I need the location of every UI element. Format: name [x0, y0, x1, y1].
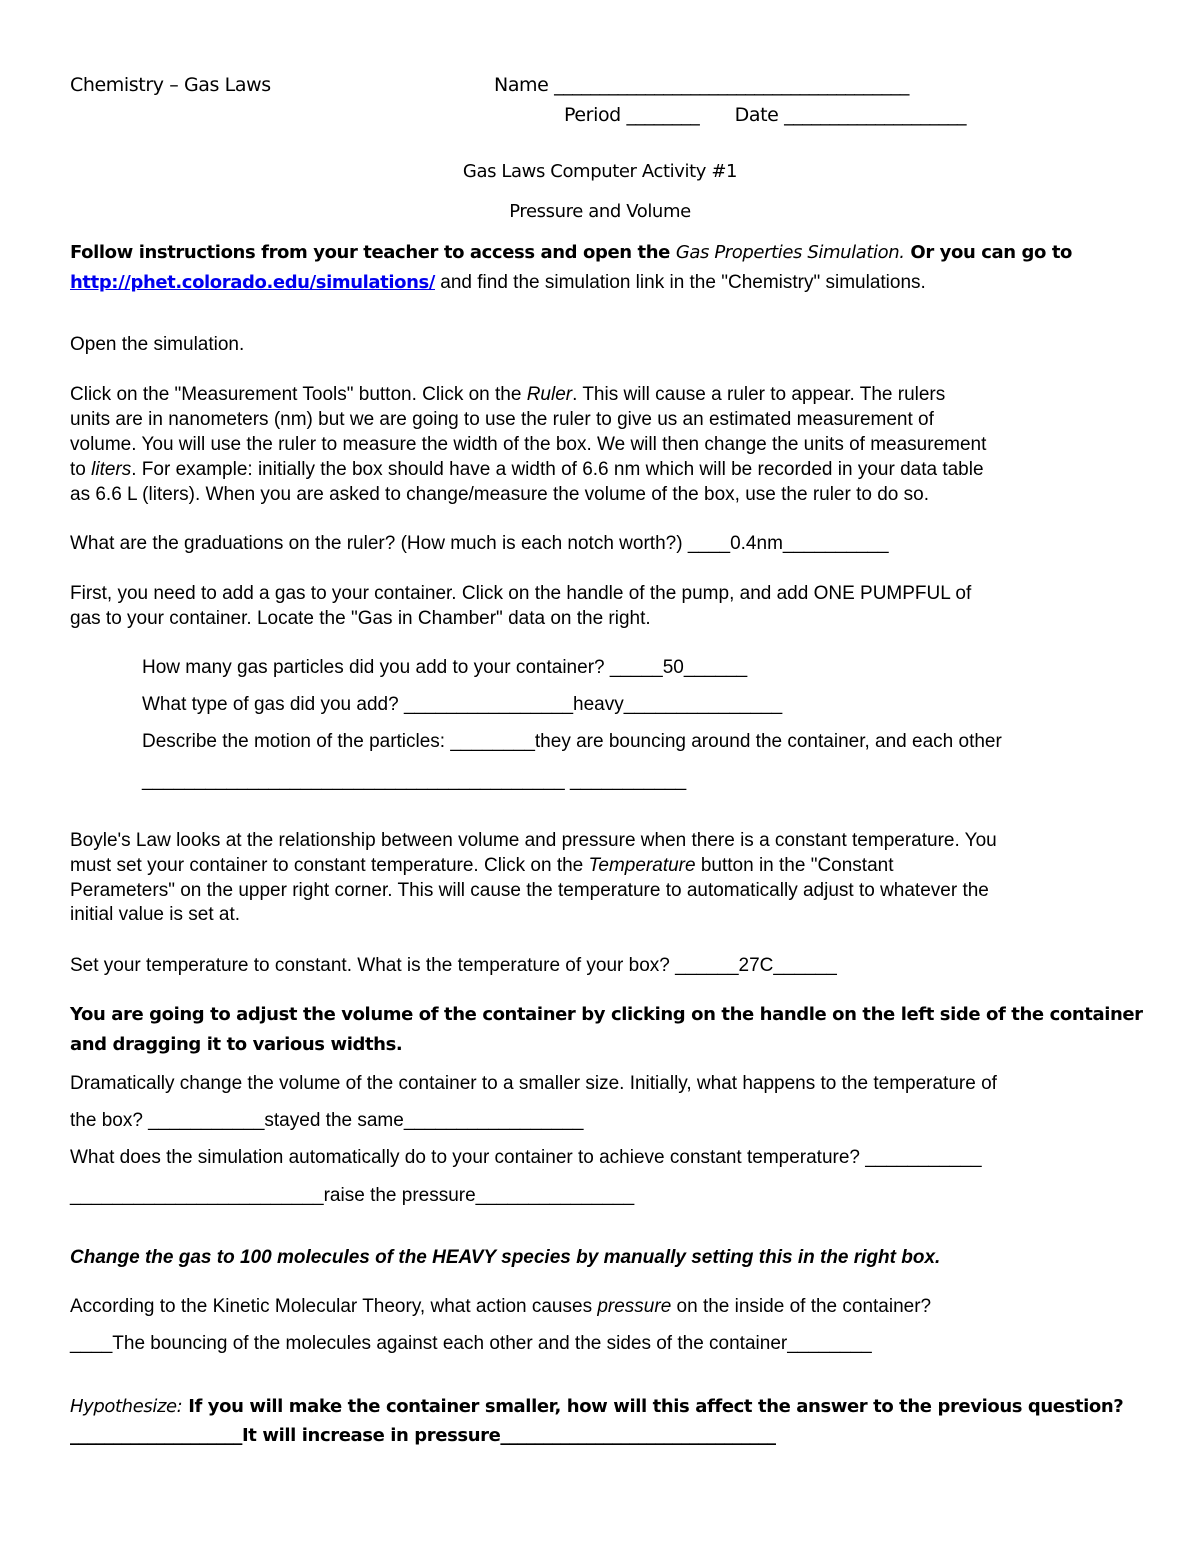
- adjust-instruction-line-2: and dragging it to various widths.: [70, 1034, 403, 1055]
- boyle-para-line-2: must set your container to constant temperature. Click on the Temperature button in the "Constant: [70, 855, 894, 876]
- question-kmt-line-1: According to the Kinetic Molecular Theory, what action causes pressure on the inside of the container?: [70, 1296, 932, 1317]
- pump-para-line-1: First, you need to add a gas to your container. Click on the handle of the pump, and add ONE PUMPFUL of: [70, 583, 972, 604]
- question-auto-line-1[interactable]: What does the simulation automatically do to your container to achieve constant temperature? ___________: [70, 1147, 982, 1168]
- period-label: Period: [564, 104, 621, 126]
- period-date-line: [564, 104, 966, 126]
- hypothesize-label: Hypothesize:: [70, 1396, 183, 1417]
- question-dramatic-line-1: Dramatically change the volume of the container to a smaller size. Initially, what happens to the temperature of: [70, 1073, 997, 1094]
- question-temperature[interactable]: Set your temperature to constant. What is the temperature of your box? ______27C______: [70, 955, 837, 976]
- date-label: Date: [734, 104, 779, 126]
- ruler-para-line-2: units are in nanometers (nm) but we are going to use the ruler to give us an estimated measurement of: [70, 409, 934, 430]
- period-blank[interactable]: ________: [626, 104, 700, 126]
- document-subtitle: Pressure and Volume: [509, 201, 691, 222]
- change-gas-instruction: Change the gas to 100 molecules of the HEAVY species by manually setting this in the right box.: [70, 1247, 941, 1268]
- pump-para-line-2: gas to your container. Locate the "Gas in Chamber" data on the right.: [70, 608, 651, 629]
- question-gas-type[interactable]: What type of gas did you add? ________________heavy_______________: [142, 694, 783, 715]
- ruler-para-line-1: Click on the "Measurement Tools" button. Click on the Ruler. This will cause a ruler to appear. The rulers: [70, 384, 946, 405]
- hypothesize-line-1: Hypothesize: If you will make the container smaller, how will this affect the answer to the previous question?: [70, 1396, 1124, 1417]
- name-blank[interactable]: _______________________________________: [554, 74, 910, 96]
- open-sim-text: Open the simulation.: [70, 334, 245, 355]
- boyle-para-line-3: Perameters" on the upper right corner. This will cause the temperature to automatically adjust to whatever the: [70, 880, 989, 901]
- ruler-para-line-4: to liters. For example: initially the box should have a width of 6.6 nm which will be recorded in your data table: [70, 459, 984, 480]
- intro-line-1: Follow instructions from your teacher to access and open the Gas Properties Simulation. Or you can go to: [70, 242, 1073, 263]
- phet-link[interactable]: http://phet.colorado.edu/simulations/: [70, 272, 435, 293]
- course-title: Chemistry – Gas Laws: [70, 74, 271, 96]
- question-kmt-line-2[interactable]: ____The bouncing of the molecules against each other and the sides of the container________: [70, 1333, 872, 1354]
- sim-name: Gas Properties Simulation.: [675, 242, 905, 263]
- document-title: Gas Laws Computer Activity #1: [462, 161, 738, 182]
- boyle-para-line-1: Boyle's Law looks at the relationship between volume and pressure when there is a constant temperature. You: [70, 830, 997, 851]
- ruler-para-line-5: as 6.6 L (liters). When you are asked to change/measure the volume of the box, use the ruler to do so.: [70, 484, 929, 505]
- name-label: Name: [494, 74, 549, 96]
- adjust-instruction-line-1: You are going to adjust the volume of the container by clicking on the handle on the left side of the container: [70, 1004, 1143, 1025]
- date-blank[interactable]: ____________________: [784, 104, 967, 126]
- question-particles[interactable]: How many gas particles did you add to your container? _____50______: [142, 657, 748, 678]
- intro-line-2: http://phet.colorado.edu/simulations/ and find the simulation link in the "Chemistry" simulations.: [70, 272, 926, 293]
- question-auto-line-2[interactable]: ________________________raise the pressure_______________: [70, 1185, 635, 1206]
- ruler-para-line-3: volume. You will use the ruler to measure the width of the box. We will then change the units of measurement: [70, 434, 987, 455]
- question-dramatic-line-2[interactable]: the box? ___________stayed the same_________________: [70, 1110, 584, 1131]
- question-motion-blank[interactable]: ________________________________________ ___________: [142, 770, 687, 791]
- hypothesize-line-2[interactable]: ____________________It will increase in pressure________________________________: [70, 1425, 776, 1446]
- boyle-para-line-4: initial value is set at.: [70, 904, 241, 925]
- name-line: [494, 74, 909, 96]
- question-motion[interactable]: Describe the motion of the particles: ________they are bouncing around the container, and each other: [142, 731, 1002, 752]
- question-graduations[interactable]: What are the graduations on the ruler? (How much is each notch worth?) ____0.4nm__________: [70, 533, 889, 554]
